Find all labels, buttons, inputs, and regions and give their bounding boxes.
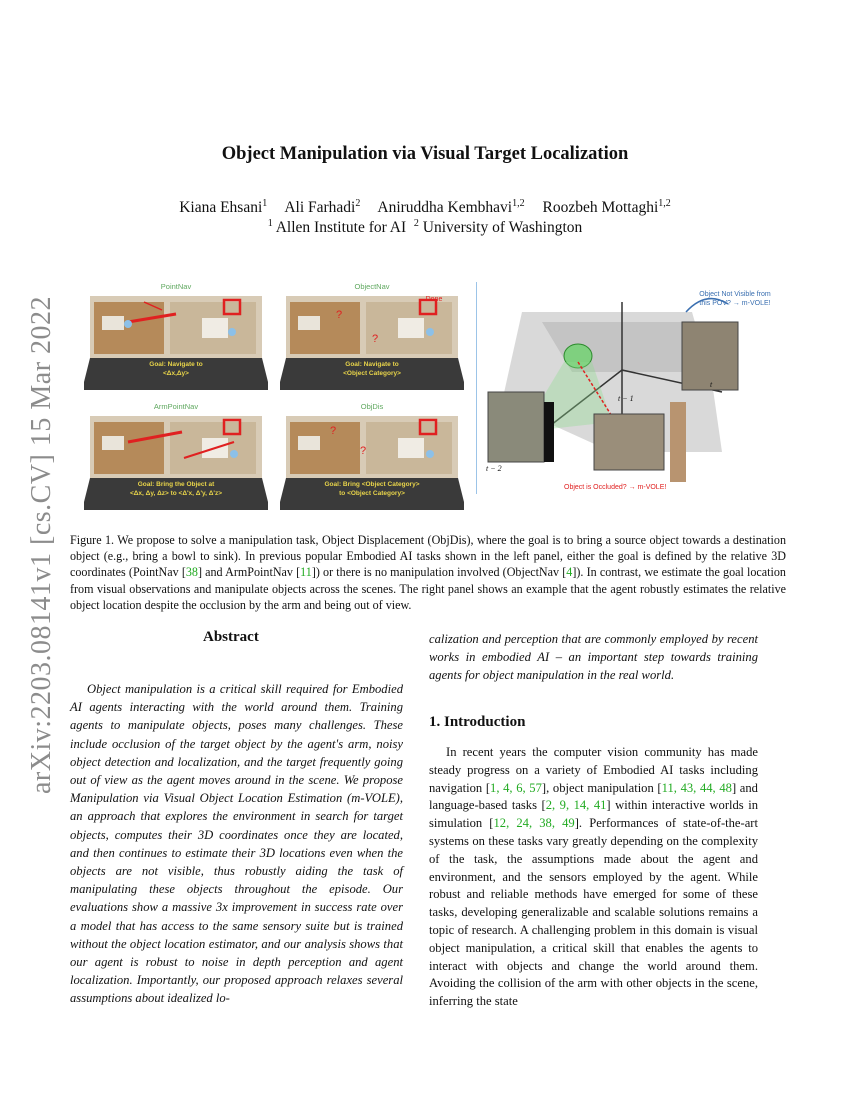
panel-title: ObjectNav: [354, 282, 390, 291]
citation-link[interactable]: 38: [185, 565, 198, 580]
panel-objdis: [280, 402, 464, 512]
abstract-continuation: calization and perception that are commonly employed by recent works in embodied AI – an important step towards training agents for object manipulation in the real world.: [429, 632, 758, 683]
author: Aniruddha Kembhavi$^{1,2}$: [377, 197, 525, 216]
citation-link[interactable]: 11, 43, 44, 48: [661, 780, 732, 795]
panel-armpointnav: [84, 402, 268, 512]
author-list: [0, 199, 850, 217]
panel-goal-line: to <Object Category>: [339, 490, 405, 497]
done-tag: Done: [425, 296, 443, 303]
panel-goal-line: Goal: Bring <Object Category>: [324, 481, 420, 488]
panel-title: ObjDis: [360, 402, 384, 411]
paper-title: Object Manipulation via Visual Target Localization: [221, 144, 629, 164]
svg-text:?: ?: [330, 425, 337, 437]
panel-goal-line: <Δx, Δy, Δz> to <Δ'x, Δ'y, Δ'z>: [129, 490, 223, 497]
panel-title: ArmPointNav: [153, 402, 199, 411]
not-visible-label: Object Not Visible from this POV? → m-VOLE!: [699, 291, 771, 307]
author: Roozbeh Mottaghi$^{1,2}$: [542, 197, 671, 216]
figure-1: [84, 282, 771, 502]
abstract-text: Object manipulation is a critical skill required for Embodied AI agents interacting with the world around them. Training agents to manipulate objects, poses many challenges. These include occlusion of the target object by the agent's arm, noisy object detection and localization, and the target frequently going out of view as the agent moves around in the scene. We propose Manipulation via Visual Object Location Estimation (m-VOLE), an approach that explores the environment in search for target objects, computes their 3D coordinates once they are located, and then continues to estimate their 3D locations even when the objects are not visible, thus robustly aiding the task of manipulating these objects throughout the episode. Our evaluations show a massive 3x improvement in success rate over a model that has access to the same sensory suite but is trained without the object location estimator, and our analysis shows that our agent is robust to noise in depth perception and agent localization. Importantly, our proposed approach relaxes several assumptions about idealized lo-: [70, 682, 403, 1006]
affiliations: $^1$ Allen Institute for AI $^2$ University of Washington: [267, 217, 583, 236]
panel-goal-line: Goal: Navigate to: [345, 361, 399, 368]
citation-link[interactable]: 1, 4, 6, 57: [490, 780, 542, 795]
svg-text:?: ?: [336, 309, 343, 321]
svg-text:?: ?: [360, 445, 367, 457]
author: Kiana Ehsani$^1$: [179, 197, 268, 216]
panel-goal-line: <Object Category>: [343, 370, 401, 377]
time-label: t − 1: [618, 394, 634, 403]
citation-link[interactable]: 12, 24, 38, 49: [493, 816, 575, 831]
citation-link[interactable]: 11: [300, 565, 312, 580]
panel-goal-line: Goal: Navigate to: [149, 361, 203, 368]
time-label: t − 2: [486, 464, 502, 473]
arxiv-identifier: arXiv:2203.08141v1 [cs.CV] 15 Mar 2022: [26, 295, 57, 795]
citation-link[interactable]: 2, 9, 14, 41: [545, 798, 607, 813]
panel-title: PointNav: [160, 282, 192, 291]
panel-objectnav: [280, 282, 464, 392]
author: Ali Farhadi$^2$: [284, 197, 361, 216]
abstract-heading: Abstract: [203, 629, 259, 645]
panel-divider: [476, 282, 477, 494]
arxiv-sidebar-stamp: [20, 280, 64, 810]
panel-goal-line: <Δx,Δy>: [163, 370, 189, 377]
panel-pointnav: [84, 282, 268, 392]
introduction-text: In recent years the computer vision community has made steady progress on a variety of Embodied AI tasks including navigation [1, 4, 6, 57], object manipulation [11, 43, 44, 48] and language-based tasks [2, 9, 14, 41] within interactive worlds in simulation [12, 24, 38, 49]. Performances of state-of-the-art systems on these tasks vary greatly depending on the complexity of the task, the assumptions made about the agent and environment, and the sensors employed by the agent. While robust and reliable methods have emerged for some of these tasks, developing generalizable and scalable solutions remains a topic of research. A challenging problem in this domain is visual object manipulation, a critical skill that enables the agents to interact with objects and change the world around them. Avoiding the collision of the arm with other objects in the scene, inferring the state: [429, 745, 758, 1009]
mvole-illustration: [482, 282, 764, 502]
occluded-label: Object is Occluded? → m-VOLE!: [564, 484, 667, 491]
introduction-heading: 1. Introduction: [429, 714, 526, 730]
panel-goal-line: Goal: Bring the Object at: [137, 481, 215, 488]
svg-text:?: ?: [372, 333, 379, 345]
citation-link[interactable]: 4: [566, 565, 573, 580]
time-label: t: [710, 380, 713, 389]
figure-caption: Figure 1. We propose to solve a manipulation task, Object Displacement (ObjDis), where the goal is to bring a source object towards a destination object (e.g., bring a bowl to sink). In previous popular Embodied AI tasks shown in the left panel, either the goal is defined by the relative 3D coordinates (PointNav [38] and ArmPointNav [11]) or there is no manipulation involved (ObjectNav [4]). In contrast, we estimate the goal location from visual observations and manipulate objects across the scenes. The right panel shows an example that the agent robustly estimates the relative object location despite the occlusion by the arm and being out of view.: [70, 533, 786, 612]
